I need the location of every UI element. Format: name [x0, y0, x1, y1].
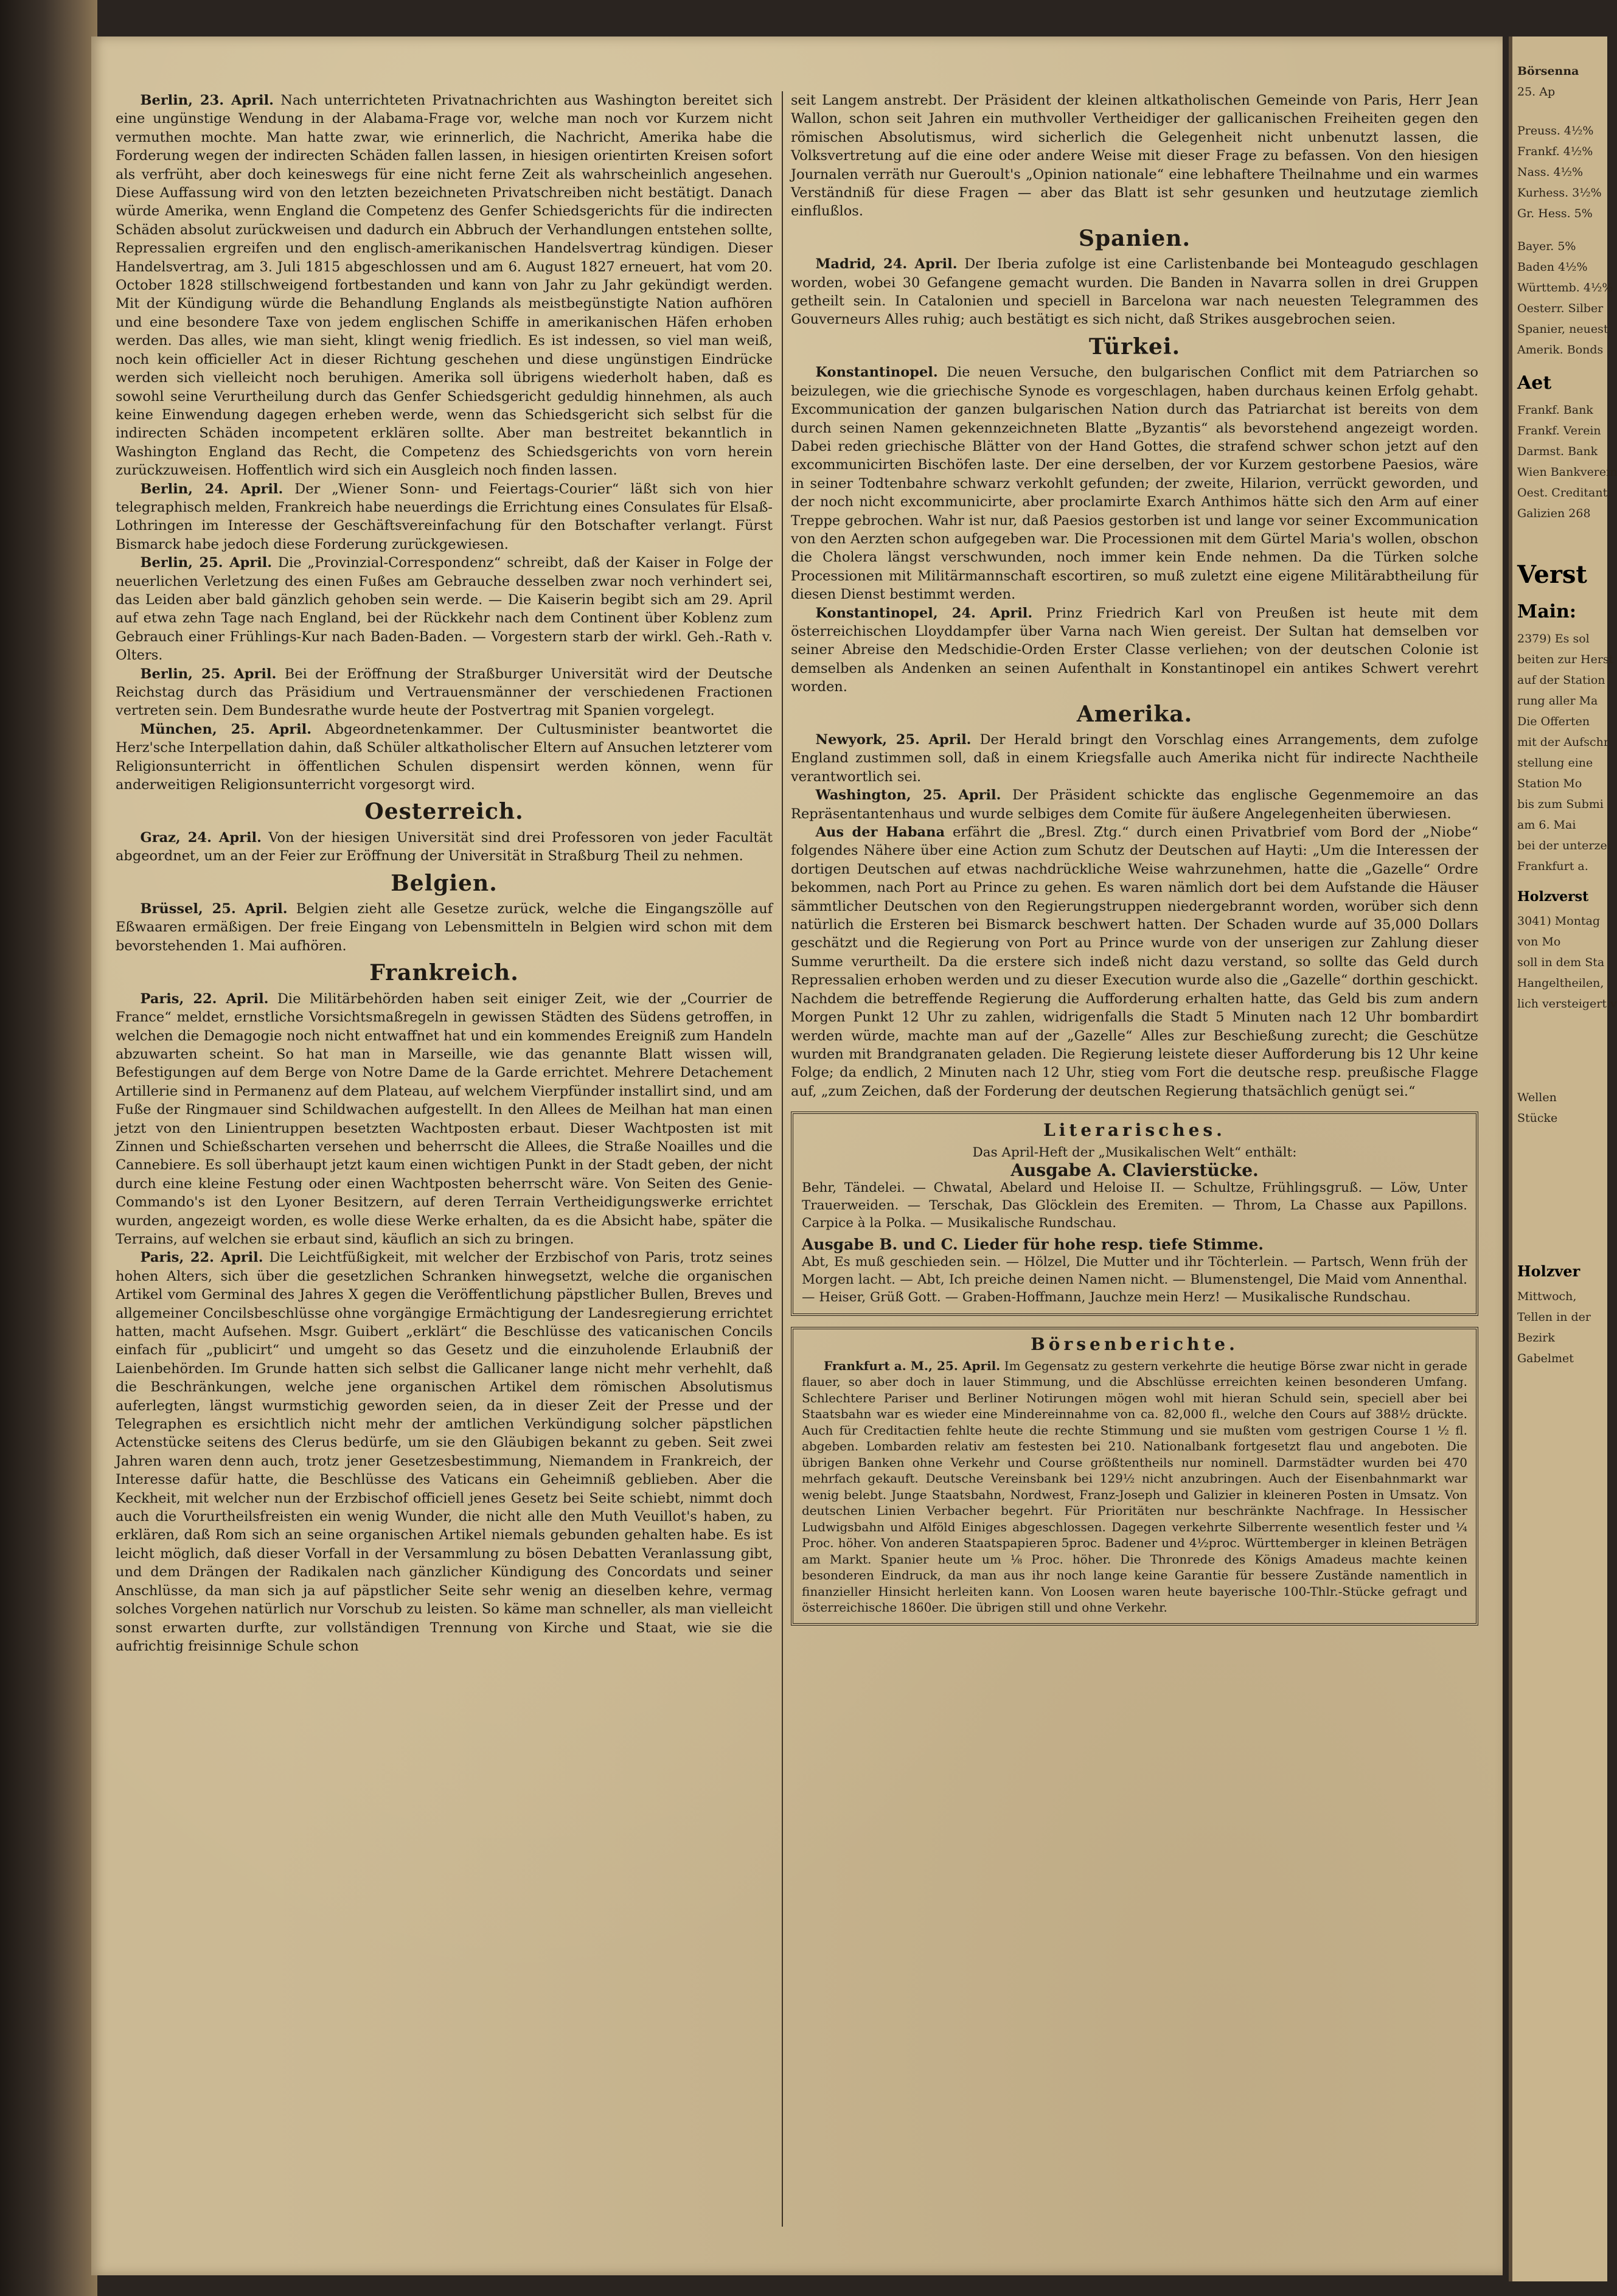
dateline: Madrid, 24. April. — [815, 256, 958, 273]
article-text: Belgien zieht alle Gesetze zurück, welche die Eingangszölle auf Eßwaaren ermäßigen. Der freie Eingang von Lebensmitteln in Belgien wird schon mit dem bevorstehenden 1. Mai aufhören. — [116, 901, 773, 954]
np-line: 3041) Montag — [1517, 914, 1601, 928]
article-newyork — [791, 731, 1478, 786]
article-text: Der „Wiener Sonn- und Feiertags-Courier“ läßt sich von hier telegraphisch melden, Frankreich habe neuerdings die Errichtung eines Consulates für Elsaß-Lothringen im Interesse der Geschäftsvereinfachung für den Botschafter verlangt. Fürst Bismarck habe jedoch diese Forderung zurückgewiesen. — [116, 481, 773, 552]
article-konstantinopel-a — [791, 363, 1478, 604]
np-line: Stücke — [1517, 1111, 1558, 1125]
adjacent-page-edge — [1509, 37, 1617, 2281]
article-text: Von der hiesigen Universität sind drei Professoren von jeder Facultät abgeordnet, um an der Feier zur Eröffnung der Universität in Straßburg Theil zu nehmen. — [116, 829, 773, 864]
np-line: 25. Ap — [1517, 85, 1556, 99]
np-line: soll in dem Sta — [1517, 956, 1605, 969]
article-habana — [791, 823, 1478, 1101]
np-line: Amerik. Bonds — [1517, 343, 1604, 357]
np-line: Frankf. 4½% — [1517, 145, 1593, 158]
np-heading: Holzver — [1517, 1262, 1580, 1280]
dateline: Frankfurt a. M., 25. April. — [824, 1358, 1001, 1373]
np-line: Gr. Hess. 5% — [1517, 207, 1593, 220]
ausgabe-bc-heading: Ausgabe B. und C. Lieder für hohe resp. tiefe Stimme. — [802, 1236, 1264, 1254]
np-line: Baden 4½% — [1517, 260, 1588, 274]
book-spine — [0, 0, 97, 2296]
np-line: Börsenna — [1517, 64, 1579, 78]
article-text: erfährt die „Bresl. Ztg.“ durch einen Privatbrief vom Bord der „Niobe“ folgendes Nähere über eine Action zum Schutz der Deutschen auf Hayti: „Um die Interessen der dortigen Deutschen auf etwas nachdrückliche Weise wahrzunehmen, hatte die „Gazelle“ Ordre bekommen, nach Port au Prince zu gehen. Es waren nämlich dort bei dem Aufstande die Häuser sämmtlicher Deutschen von den Regierungstruppen niedergebrannt worden, worüber sich denn natürlich die Ersteren bei Bismarck beschwert hatten. Der Schaden wurde auf 35,000 Dollars geschätzt und die Regierung von Port au Prince wurde von der unserigen zur Zahlung dieser Summe verurtheilt. Da die erstere sich indeß nicht dazu verstand, so sollte das Geld durch Repressalien erhoben werden und zu dieser Execution wurde also die „Gazelle“ dorthin geschickt. Nachdem die betreffende Regierung die Aufforderung erhalten hatte, das Geld bis zum andern Morgen Punkt 12 Uhr zu zahlen, widrigenfalls die Stadt 5 Minuten nach 12 Uhr bombardirt werden würde, machte man auf der „Gazelle“ Alles zur Beschießung zurecht; die Geschütze wurden mit Brandgranaten geladen. Die Regierung leistete dieser Aufforderung bis 12 Uhr keine Folge; da endlich, 2 Minuten nach 12 Uhr, stieg vom Fort die deutsche resp. preußische Flagge auf, „zum Zeichen, daß der Forderung der deutschen Regierung thatsächlich genügt sei.“ — [791, 824, 1478, 1099]
np-line: Galizien 268 — [1517, 507, 1591, 520]
np-heading: Main: — [1517, 601, 1576, 622]
np-line: Frankfurt a. — [1517, 860, 1588, 873]
np-line: Station Mo — [1517, 777, 1582, 790]
article-berlin-23 — [116, 91, 773, 480]
np-line: Oesterr. Silber — [1517, 302, 1604, 315]
dateline: Newyork, 25. April. — [815, 732, 972, 748]
literarisches-intro: Das April-Heft der „Musikalischen Welt“ enthält: — [972, 1145, 1297, 1161]
np-line: beiten zur Herst — [1517, 653, 1614, 666]
article-text: Prinz Friedrich Karl von Preußen ist heute mit dem österreichischen Lloyddampfer über Varna nach Wien gereist. Der Sultan hat demselben vor seiner Abreise den Medschidie-Orden Erster Classe verliehen; von der deutschen Colonie ist demselben als Andenken an seinen Aufenthalt in Konstantinopel ein antikes Schwert verehrt worden. — [791, 605, 1478, 695]
np-line: Mittwoch, — [1517, 1290, 1577, 1303]
article-text: Der Iberia zufolge ist eine Carlistenbande bei Monteagudo geschlagen worden, wobei 30 Gefangene gemacht wurden. Die Banden in Navarra sollen in drei Gruppen getheilt sein. In Catalonien und speciell in Barcelona war nach neuesten Telegrammen des Gouverneurs Alles ruhig; auch bestätigt es sich nicht, daß Strikes ausgebrochen seien. — [791, 256, 1478, 328]
literarisches-box — [791, 1111, 1478, 1316]
article-text: Die Militärbehörden haben seit einiger Zeit, wie der „Courrier de France“ meldet, ernstliche Vorsichtsmaßregeln in gewissen Städten des Südens getroffen, in welchen die Demagogie noch nicht entwaffnet hat und ein kommendes Ereigniß zum Handeln abzuwarten scheint. So hat man in Marseille, wie das genannte Blatt wissen will, Befestigungen auf dem Berge von Notre Dame de la Garde errichtet. Mehrere Detachement Artillerie sind in Permanenz auf dem Plateau, auf welchem Vierpfünder installirt sind, und am Fuße der Ringmauer sind Schildwachen aufgestellt. In den Allees de Meilhan hat man einen jetzt von den Linientruppen besetzten Wachtposten erbaut. Dieser Wachtposten ist mit Zinnen und Schießscharten versehen und beherrscht die Allees, die Straße Noailles und die Cannebiere. Es soll überhaupt jetzt kaum einen wichtigen Punkt in der Stadt geben, der nicht durch eine kleine Festung oder einen Wachtposten beherrscht wäre. Von Seiten des Genie-Commando's ist den Lyoner Besitzern, auf deren Terrain Vertheidigungswerke errichtet wurden, angezeigt worden, es wolle diese Werke erhalten, da es die Absicht habe, später die Terrains, auf welchen sie erbaut sind, käuflich an sich zu bringen. — [116, 990, 773, 1247]
article-muenchen — [116, 720, 773, 795]
section-heading-frankreich: Frankreich. — [369, 960, 519, 986]
boerse-report — [802, 1358, 1467, 1616]
dateline: Konstantinopel, 24. April. — [815, 605, 1033, 621]
np-line: Preuss. 4½% — [1517, 124, 1594, 137]
np-heading: Aet — [1517, 372, 1552, 394]
literarisches-title: Literarisches. — [1043, 1120, 1226, 1141]
boersenberichte-box — [791, 1327, 1478, 1626]
np-line: Gabelmet — [1517, 1352, 1574, 1365]
np-line: bis zum Submi — [1517, 798, 1604, 811]
article-text: Abgeordnetenkammer. Der Cultusminister beantwortet die Herz'sche Interpellation dahin, daß Schüler altkatholischer Eltern auf Ansuchen letzterer vom Religionsunterricht in öffentlichen Schulen dispensirt werden können, wenn für anderweitigen Religionsunterricht vorgesorgt wird. — [116, 721, 773, 793]
column-right — [791, 91, 1478, 1626]
column-rule — [782, 91, 783, 2227]
np-line: von Mo — [1517, 935, 1561, 948]
np-line: Hangeltheilen, — [1517, 976, 1604, 990]
article-text: Der Präsident schickte das englische Gegenmemoire an das Repräsentantenhaus und wurde selbiges dem Comite für äußere Angelegenheiten überwiesen. — [791, 787, 1478, 822]
np-line: 2379) Es sol — [1517, 632, 1590, 645]
article-washington — [791, 786, 1478, 823]
article-konstantinopel-b — [791, 604, 1478, 697]
article-paris-a — [116, 990, 773, 1249]
section-heading-spanien: Spanien. — [1079, 225, 1191, 251]
np-line: auf der Station — [1517, 673, 1605, 687]
np-heading: Holzverst — [1517, 889, 1589, 905]
ausgabe-bc-text: Abt, Es muß geschieden sein. — Hölzel, Die Mutter und ihr Töchterlein. — Partsch, Wenn früh der Morgen lacht. — Abt, Ich preiche deinen Namen nicht. — Blumenstengel, Die Maid vom Annenthal. — Heiser, Grüß Gott. — Graben-Hoffmann, Jauchze mein Herz! — Musikalische Rundschau. — [802, 1254, 1467, 1306]
dateline: Berlin, 25. April. — [140, 666, 277, 682]
np-line: Spanier, neuest — [1517, 322, 1608, 336]
np-line: am 6. Mai — [1517, 818, 1576, 832]
dateline: Berlin, 24. April. — [140, 481, 283, 497]
article-berlin-24 — [116, 480, 773, 554]
column-left — [116, 91, 773, 1655]
article-text: Der Herald bringt den Vorschlag eines Arrangements, dem zufolge England zustimmen soll, daß in einem Kriegsfalle auch Amerika nicht für indirecte Nachtheile verantwortlich sei. — [791, 732, 1478, 785]
np-line: mit der Aufschr — [1517, 736, 1609, 749]
np-heading: Verst — [1517, 560, 1587, 589]
section-heading-oesterreich: Oesterreich. — [364, 799, 524, 825]
ausgabe-a-text: Behr, Tändelei. — Chwatal, Abelard und Heloise II. — Schultze, Frühlingsgruß. — Löw, Unter Trauerweiden. — Terschak, Das Glöcklein des Eremiten. — Throm, La Chasse aux Papillons. Carpice à la Polka. — Musikalische Rundschau. — [802, 1180, 1467, 1231]
article-paris-continued: seit Langem anstrebt. Der Präsident der kleinen altkatholischen Gemeinde von Paris, Herr Jean Wallon, schon seit Jahren ein muthvoller Vertheidiger der gallicanischen Freiheiten gegen den römischen Absolutismus, wird sicherlich die Gelegenheit nicht unbenutzt lassen, die Volksvertretung auf die eine oder andere Weise mit dieser Frage zu befassen. Von den hiesigen Journalen verräth nur Gueroult's „Opinion nationale“ eine lebhaftere Theilnahme und ein warmes Verständniß für diese Fragen — aber das Blatt ist sehr gesunken und heutzutage ziemlich einflußlos. — [791, 92, 1478, 220]
dateline: München, 25. April. — [140, 721, 312, 737]
np-line: Frankf. Verein — [1517, 424, 1601, 437]
np-line: bei der unterzei — [1517, 839, 1611, 852]
article-text: Im Gegensatz zu gestern verkehrte die heutige Börse zwar nicht in gerade flauer, so aber doch in lauer Stimmung, und die Abschlüsse erreichten keinen besonderen Umfang. Schlechtere Pariser und Berliner Notirungen mögen wohl mit hieran Schuld sein, speciell aber bei Staatsbahn war es wieder eine Mindereinnahme von ca. 82,000 fl., welche den Cours auf 388½ drückte. Auch für Creditactien fehlte heute die rechte Stimmung und sie mußten vom gestrigen Course 1 ½ fl. abgeben. Lombarden relativ am festesten bei 210. Nationalbank fortgesetzt flau und angeboten. Die übrigen Banken ohne Verkehr und Course größtentheils nur nominell. Darmstädter wurden bei 470 mehrfach gekauft. Deutsche Vereinsbank bei 129½ nicht anzubringen. Auch der Eisenbahnmarkt war wenig belebt. Junge Staatsbahn, Nordwest, Franz-Joseph und Galizier in kleineren Posten in Umsatz. Von deutschen Linien Verbacher begehrt. Für Prioritäten nur beschränkte Nachfrage. In Hessischer Ludwigsbahn und Alföld Einiges abgeschlossen. Dagegen verkehrte Silberrente wesentlich fester und ¼ Proc. höher. Von anderen Staatspapieren 5proc. Badener und 4½proc. Württemberger in kleinen Beträgen am Markt. Spanier heute um ⅛ Proc. höher. Die Thronrede des Königs Amadeus machte keinen besonderen Eindruck, da man aus ihr noch lange keine Garantie für bessere Zustände namentlich in finanzieller Hinsicht herleiten kann. Von Loosen waren heute bayerische 100-Thlr.-Stücke gefragt und österreichische 1860er. Die übrigen still und ohne Verkehr. — [802, 1358, 1467, 1615]
np-line: stellung eine — [1517, 756, 1593, 770]
article-text: Bei der Eröffnung der Straßburger Universität wird der Deutsche Reichstag durch das Präsidium und Vertrauensmänner der verschiedenen Fractionen vertreten sein. Dem Bundesrathe wurde heute der Postvertrag mit Spanien vorgelegt. — [116, 666, 773, 719]
np-line: Wien Bankverein — [1517, 465, 1617, 479]
section-heading-tuerkei: Türkei. — [1088, 333, 1181, 360]
dateline: Paris, 22. April. — [140, 990, 269, 1007]
dateline: Paris, 22. April. — [140, 1250, 263, 1266]
np-line: Bezirk — [1517, 1331, 1555, 1345]
dateline: Berlin, 25. April. — [140, 555, 273, 571]
np-line: rung aller Ma — [1517, 694, 1598, 708]
np-line: Die Offerten — [1517, 715, 1590, 728]
newspaper-page — [91, 37, 1503, 2275]
boersenberichte-title: Börsenberichte. — [1031, 1334, 1239, 1355]
dateline: Washington, 25. April. — [815, 787, 1001, 804]
section-heading-belgien: Belgien. — [391, 870, 498, 896]
article-text: Die neuen Versuche, den bulgarischen Conflict mit dem Patriarchen so beizulegen, wie die griechische Synode es vorgeschlagen, haben durchaus keinen Erfolg gehabt. Excommunication der ganzen bulgarischen Nation durch das Patriarchat ist bereits von dem durch seinen Namen gekennzeichneten Blatte „Byzantis“ als bevorstehend angezeigt worden. Dabei reden griechische Blätter von der Hand Gottes, die strafend schwer schon jetzt auf den excommunicirten Bischöfen laste. Der eine derselben, der vor Kurzem gestorbene Paesios, wäre in seiner Todtenbahre schwarz verkohlt gefunden; der zweite, Hilarion, verrückt geworden, und der noch nicht excommunicirte, aber proclamirte Exarch Anthimos hätte sich den Arm auf einer Treppe gebrochen. Wahr ist nur, daß Paesios gestorben ist und lange vor seiner Excommunication von den Aerzten schon aufgegeben war. Die Processionen mit dem Gürtel Maria's wollen, obschon die Cholera längst verschwunden, noch immer kein Ende nehmen. Da die Türken solche Processionen mit Militärmannschaft escortiren, so muß zuletzt eine eigene Militärabtheilung für diesen Dienst bestimmt werden. — [791, 364, 1478, 603]
np-line: Kurhess. 3½% — [1517, 186, 1602, 200]
dateline: Aus der Habana — [815, 824, 945, 841]
article-graz — [116, 829, 773, 866]
article-text: Nach unterrichteten Privatnachrichten aus Washington bereitet sich eine ungünstige Wendung in der Alabama-Frage vor, welche man noch vor Kurzem nicht vermuthen mochte. Man hatte zwar, wie erinnerlich, die Nachricht, Amerika habe die Forderung wegen der indirecten Schäden fallen lassen, in hiesigen orientirten Kreisen sofort als verfrüht, aber doch keineswegs für eine nicht ferne Zeit als wahrscheinlich angesehen. Diese Auffassung wird von den letzten bezeichneten Privatschreiben nicht bestätigt. Danach würde Amerika, wenn England die Competenz des Genfer Schiedsgerichts für die indirecten Schäden absolut zurückweisen und dadurch ein Abbruch der Verhandlungen entstehen sollte, Repressalien ergreifen und den englisch-amerikanischen Handelsvertrag kündigen. Dieser Handelsvertrag, am 3. Juli 1815 abgeschlossen und am 6. August 1827 erneuert, hat vom 20. October 1828 stillschweigend fortbestanden und kann von Jahr zu Jahr gekündigt werden. Mit der Kündigung würde die Behandlung Englands als meistbegünstigte Nation aufhören und eine besondere Taxe von jedem englischen Schiffe in amerikanischen Häfen erhoben werden. Das alles, wie man sieht, klingt wenig friedlich. Es ist indessen, so viel man weiß, noch kein officieller Act in dieser Richtung geschehen und diese ungünstigen Eindrücke werden sich vielleicht noch beruhigen. Amerika soll übrigens wiederholt haben, daß es sowohl seine Verurtheilung durch das Genfer Schiedsgericht geduldig hinnehmen, als auch keine Einwendung dagegen erheben werde, wenn das Schiedsgericht sich selbst für die indirecten Schäden incompetent erklären sollte. Aber man bestreitet bekanntlich in Washington England das Recht, die Competenz des Schiedsgerichts von vorn herein zurückzuweisen. Hoffentlich wird sich ein Ausgleich noch finden lassen. — [116, 92, 773, 479]
np-line: Nass. 4½% — [1517, 165, 1584, 179]
dateline: Berlin, 23. April. — [140, 92, 274, 108]
article-bruessel — [116, 900, 773, 955]
dateline: Brüssel, 25. April. — [140, 901, 288, 917]
article-berlin-25b — [116, 665, 773, 720]
np-line: Wellen — [1517, 1091, 1557, 1104]
dateline: Graz, 24. April. — [140, 829, 262, 846]
article-text: Die Leichtfüßigkeit, mit welcher der Erzbischof von Paris, trotz seines hohen Alters, sich über die gesetzlichen Schranken hinwegsetzt, welche die organischen Artikel vom Germinal des Jahres X gegen die Veröffentlichung päpstlicher Bullen, Breves und allgemeiner Concilsbeschlüsse ohne vorgängige Ermächtigung der Landesregierung errichtet hatten, macht Aufsehen. Msgr. Guibert „erklärt“ die Beschlüsse des vaticanischen Concils einfach für „publicirt“ und umgeht so das Gesetz und die einzuholende Erlaubniß der Laienbehörden. Im Grunde hatten sich selbst die Gallicaner lange nicht mehr verhehlt, daß die Beschränkungen, welche jene organischen Artikel dem römischen Absolutismus auferlegten, längst wurmstichig geworden seien, da in dieser Zeit der Presse und der Telegraphen es ersichtlich nicht mehr der amtlichen Verkündigung solcher päpstlichen Actenstücke seitens des Clerus bedürfe, um sie den Gläubigen bekannt zu geben. Seit zwei Jahren waren denn auch, trotz jener Gesetzesbestimmung, Niemandem in Frankreich, der Interesse dafür hatte, die Beschlüsse des Vaticans ein Geheimniß geblieben. Aber die Keckheit, mit welcher nun der Erzbischof officiell jenes Gesetz bei Seite schiebt, nimmt doch auch die Vorurtheilsfreisten ein wenig Wunder, die nicht alle den Muth Veuillot's haben, zu erklären, daß Rom sich an seine organischen Artikel niemals gebunden gehalten habe. Es ist leicht möglich, daß dieser Vorfall in der Versammlung zu bösen Debatten Veranlassung gibt, und dem Drängen der Radikalen nach gänzlicher Kündigung des Concordats und seiner Anschlüsse, da man sich ja auf päpstlicher Seite sehr wenig an dieselben kehre, vermag solches Vorgehen natürlich nur Vorschub zu leisten. So käme man schneller, als man vielleicht sonst erwarten durfte, zur vollständigen Trennung von Kirche und Staat, wie sie die aufrichtig freisinnige Schule schon — [116, 1250, 773, 1654]
np-line: Württemb. 4½% — [1517, 281, 1613, 294]
section-heading-amerika: Amerika. — [1076, 701, 1193, 727]
article-madrid — [791, 255, 1478, 329]
np-line: lich versteigert v — [1517, 997, 1617, 1011]
np-line: Tellen in der — [1517, 1310, 1591, 1324]
dateline: Konstantinopel. — [815, 364, 938, 381]
np-line: Bayer. 5% — [1517, 240, 1576, 253]
article-berlin-25a — [116, 554, 773, 664]
article-text: Die „Provinzial-Correspondenz“ schreibt, daß der Kaiser in Folge der neuerlichen Verletzung des einen Fußes am Gebrauche desselben zwar noch verhindert sei, das Leiden aber bald gänzlich gehoben sein werde. — Die Kaiserin begibt sich am 29. April auf etwa zehn Tage nach England, bei der Rückkehr nach dem Continent über Koblenz zum Gebrauch einer Frühlings-Kur nach Baden-Baden. — Vorgestern starb der wirkl. Geh.-Rath v. Olters. — [116, 555, 773, 664]
np-line: Frankf. Bank — [1517, 403, 1593, 417]
np-line: Darmst. Bank — [1517, 445, 1598, 458]
ausgabe-a-heading: Ausgabe A. Clavierstücke. — [1010, 1160, 1259, 1181]
np-line: Oest. Creditant. — [1517, 486, 1612, 499]
article-paris-b — [116, 1248, 773, 1655]
